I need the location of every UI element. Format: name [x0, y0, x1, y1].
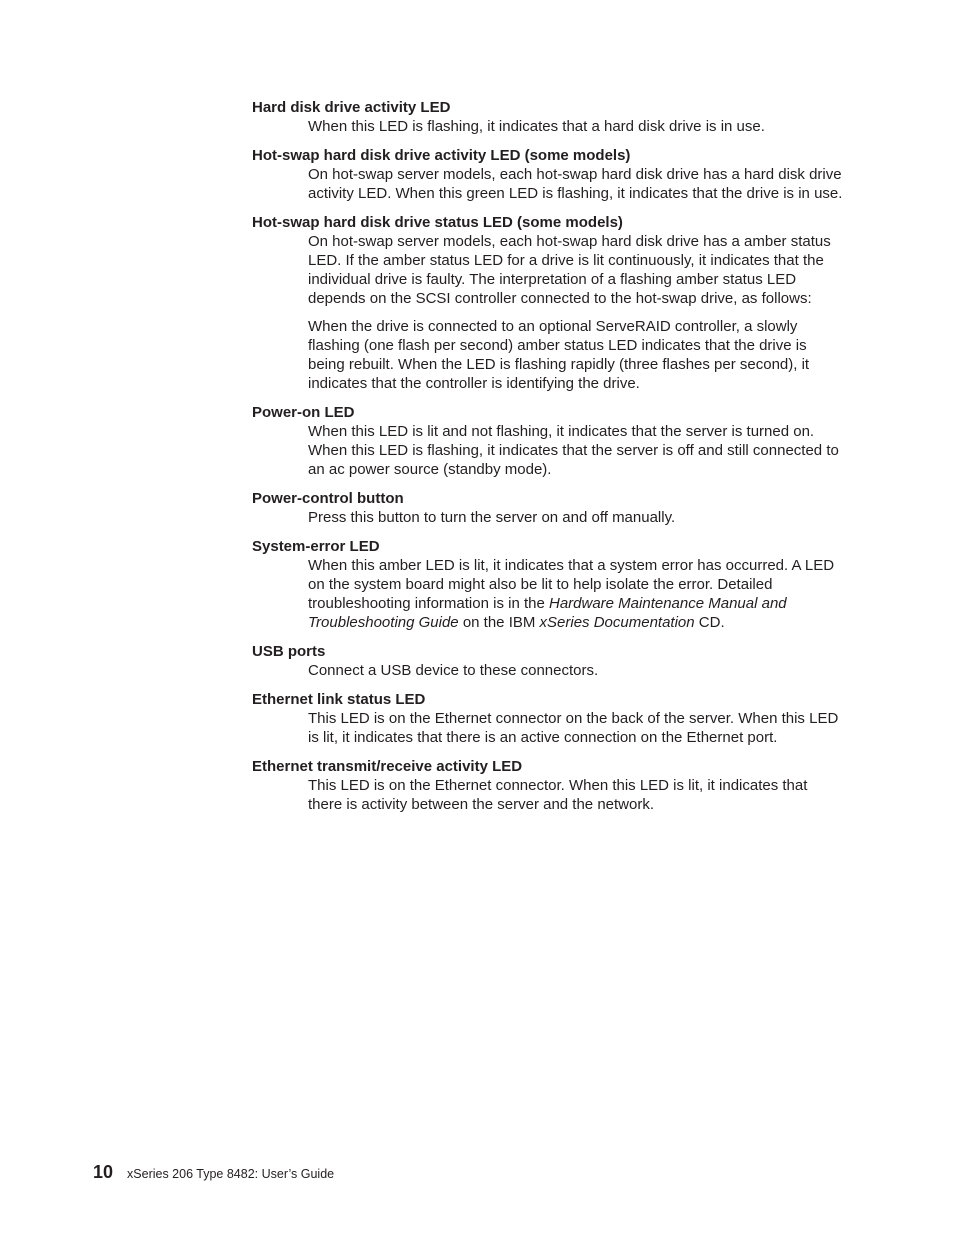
page-number: 10	[93, 1162, 114, 1182]
definition	[308, 422, 844, 479]
text-run: When this amber LED is lit, it indicates that a system error has occurred. A LED on the system board might also be lit to help isolate the error. Detailed troubleshooting information is in the	[308, 557, 835, 612]
page-footer	[93, 1160, 334, 1186]
paragraph: When the drive is connected to an optional ServeRAID controller, a slowly flashing (one flash per second) amber status LED indicates that the drive is being rebuilt. When the LED is flashing rapidly (three flashes per second), it indicates that the controller is identifying the drive.	[308, 318, 810, 392]
paragraph: Connect a USB device to these connectors.	[308, 662, 599, 679]
paragraph: This LED is on the Ethernet connector. When this LED is lit, it indicates that there is activity between the server and the network.	[308, 777, 808, 813]
book-title: xSeries Documentation	[539, 614, 695, 631]
paragraph: Press this button to turn the server on and off manually.	[308, 509, 676, 526]
definition	[308, 508, 844, 527]
entry-hot-swap-activity-led	[252, 146, 844, 203]
book-title: Hardware Maintenance Manual and Troubleshooting Guide	[308, 595, 787, 631]
definition	[308, 165, 844, 203]
term: USB ports	[252, 643, 326, 660]
entry-hard-disk-activity-led	[252, 98, 844, 136]
paragraph: On hot-swap server models, each hot-swap hard disk drive has a hard disk drive activity LED. When this green LED is flashing, it indicates that the drive is in use.	[308, 166, 843, 202]
term: Hot-swap hard disk drive status LED (some models)	[252, 214, 623, 231]
entry-usb-ports	[252, 642, 844, 680]
paragraph: On hot-swap server models, each hot-swap hard disk drive has a amber status LED. If the amber status LED for a drive is lit continuously, it indicates that the individual drive is faulty. The interpretation of a flashing amber status LED depends on the SCSI controller connected to the hot-swap drive, as follows:	[308, 233, 831, 307]
definition-list	[252, 98, 844, 824]
entry-ethernet-activity-led	[252, 757, 844, 814]
text-run: on the IBM	[458, 614, 540, 631]
definition	[308, 232, 844, 393]
definition	[308, 117, 844, 136]
entry-power-on-led	[252, 403, 844, 479]
paragraph: When this LED is lit and not flashing, it indicates that the server is turned on. When this LED is flashing, it indicates that the server is off and still connected to an ac power source (standby mode).	[308, 423, 839, 478]
entry-hot-swap-status-led	[252, 213, 844, 393]
paragraph	[308, 556, 844, 632]
term: Hard disk drive activity LED	[252, 99, 451, 116]
term: Ethernet transmit/receive activity LED	[252, 758, 523, 775]
entry-system-error-led	[252, 537, 844, 632]
term: System-error LED	[252, 538, 380, 555]
term: Hot-swap hard disk drive activity LED (some models)	[252, 147, 631, 164]
paragraph: When this LED is flashing, it indicates that a hard disk drive is in use.	[308, 118, 765, 135]
text-run: CD.	[694, 614, 725, 631]
definition	[308, 776, 844, 814]
entry-power-control-button	[252, 489, 844, 527]
term: Power-on LED	[252, 404, 355, 421]
definition	[308, 556, 844, 632]
paragraph: This LED is on the Ethernet connector on the back of the server. When this LED is lit, it indicates that there is an active connection on the Ethernet port.	[308, 710, 839, 746]
definition	[308, 661, 844, 680]
term: Power-control button	[252, 490, 404, 507]
entry-ethernet-link-status-led	[252, 690, 844, 747]
document-title: xSeries 206 Type 8482: User’s Guide	[127, 1167, 335, 1181]
term: Ethernet link status LED	[252, 691, 426, 708]
definition	[308, 709, 844, 747]
